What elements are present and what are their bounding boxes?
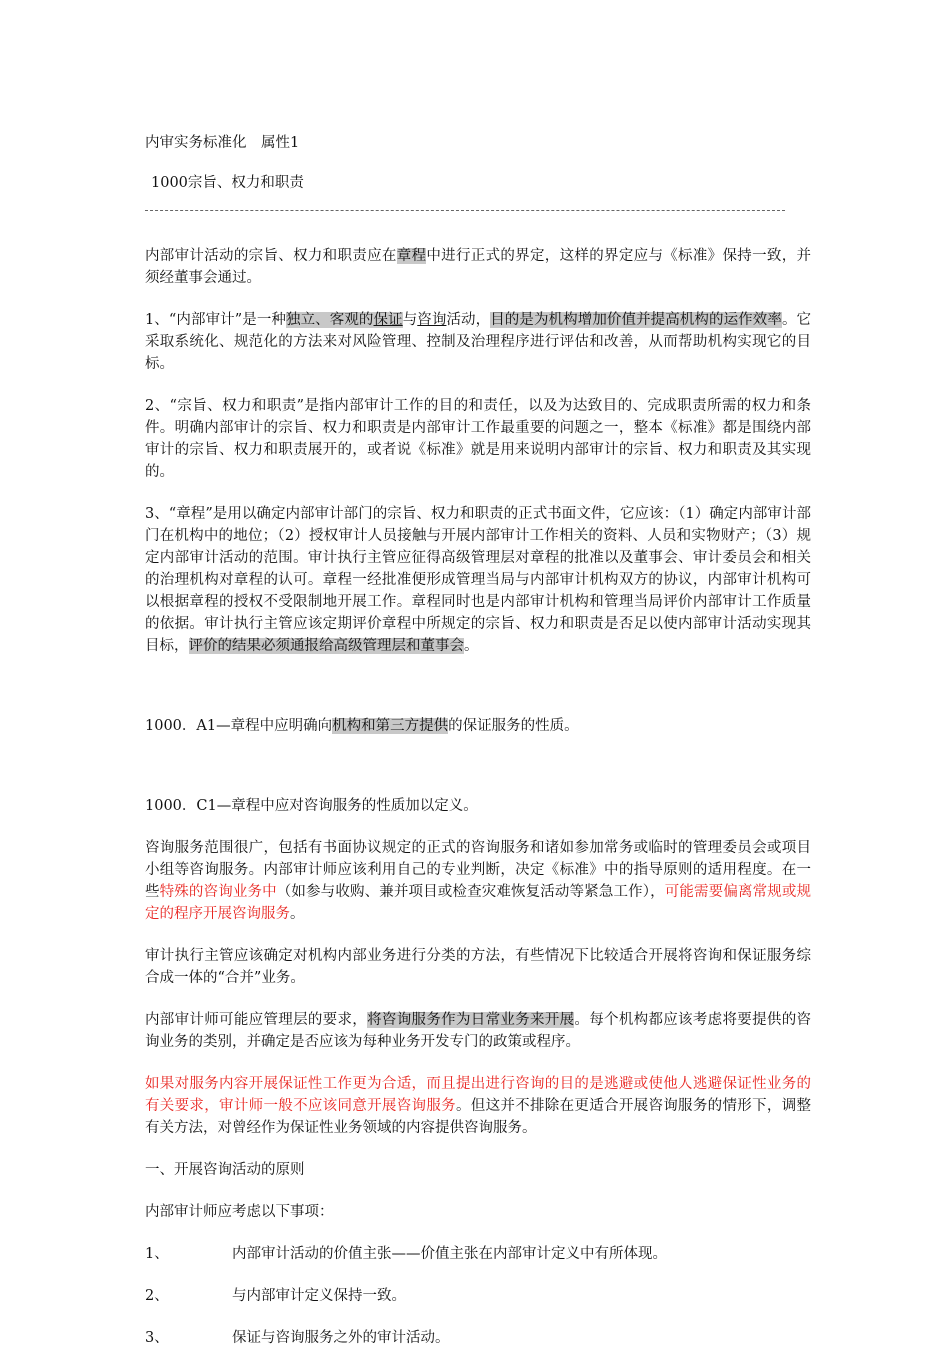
p4-text-c: 。 [290,906,305,922]
paragraph-4 [145,837,811,925]
standard-c1: 1000．C1—章程中应对咨询服务的性质加以定义。 [145,798,478,814]
p3-text: 3、“章程”是用以确定内部审计部门的宗旨、权力和职责的正式书面文件，它应该：（1）确定内部审计部门在机构中的地位；（2）授权审计人员接触与开展内部审计工作相关的资料、人员和实物财产；（3）规定内部审计活动的范围。审计执行主管应征得高级管理层对章程的批准以及董事会、审计委员会和相关的治理机构对章程的认可。章程一经批准便形成管理当局与内部审计机构双方的协议，内部审计机构可以根据章程的授权不受限制地开展工作。章程同时也是内部审计机构和管理当局评价内部审计工作质量的依据。审计执行主管应该定期评价章程中所规定的宗旨、权力和职责是否足以使内部审计活动实现其目标， [145,506,811,654]
intro-text-b: 中进行正式的界定，这样的界定应与《标准》保持一致，并须经董事会通过。 [145,248,812,286]
list-item-text: 保证与咨询服务之外的审计活动。 [232,1330,450,1346]
a1-text-a: 1000．A1—章程中应明确向 [145,718,333,734]
highlight-charter: 章程 [396,248,427,264]
list-item-number: 3、 [145,1330,169,1346]
p6-text-a: 内部审计师可能应管理层的要求， [145,1012,368,1028]
p7-red: 如果对服务内容开展保证性工作更为合适，而且提出进行咨询的目的是逃避或使他人逃避保证性业务的有关要求，审计师一般不应该同意开展咨询服务 [145,1076,811,1114]
p4-text-b: （如参与收购、兼并项目或检查灾难恢复活动等紧急工作）， [276,884,665,900]
paragraph-7 [145,1073,811,1139]
p3-highlight: 评价的结果必须通报给高级管理层和董事会 [188,638,464,654]
document-title: 内审实务标准化 属性1 [145,135,300,151]
p4-red-b: 可能需要偏离常规或规定的程序开展咨询服务 [145,884,812,922]
list-item-number: 1、 [145,1246,169,1262]
intro-text-a: 内部审计活动的宗旨、权力和职责应在 [145,248,397,264]
document-page [145,132,811,1369]
list-item [145,1285,811,1307]
standard-a1 [145,715,811,737]
p6-text-b: 。每个机构都应该考虑将要提供的咨询业务的类别，并确定是否应该为每种业务开发专门的政策或程序。 [145,1012,812,1050]
list-item [145,1243,811,1265]
paragraph-3 [145,503,811,657]
p1-highlight-b: 目的是为机构增加价值并提高机构的运作效率 [490,312,782,328]
section-heading: 一、开展咨询活动的原则 [145,1162,305,1178]
section-title: 1000宗旨、权力和职责 [151,175,304,191]
p7-text-b: 。但这并不排除在更适合开展咨询服务的情形下，调整有关方法，对曾经作为保证性业务领域的内容提供咨询服务。 [145,1098,812,1136]
p1-underline-consulting: 咨询 [417,312,447,328]
paragraph-6 [145,1009,811,1053]
section-lead: 内部审计师应考虑以下事项： [145,1204,334,1220]
list-item-number: 2、 [145,1288,169,1304]
dashed-divider [145,200,785,211]
paragraph-5: 审计执行主管应该确定对机构内部业务进行分类的方法，有些情况下比较适合开展将咨询和保证服务综合成一体的“合并”业务。 [145,948,811,986]
p1-highlight-a: 独立、客观的 [286,312,374,328]
list-item-text: 内部审计活动的价值主张——价值主张在内部审计定义中有所体现。 [232,1246,667,1262]
p1-text-b: 与 [402,312,418,328]
p4-text-a: 咨询服务范围很广，包括有书面协议规定的正式的咨询服务和诸如参加常务或临时的管理委员会或项目小组等咨询服务。内部审计师应该利用自己的专业判断，决定《标准》中的指导原则的适用程度。在一些 [145,840,811,900]
p1-underline-assurance: 保证 [373,312,403,328]
p4-red-a: 特殊的咨询业务中 [159,884,277,900]
p1-text-a: 1、“内部审计”是一种 [145,312,286,328]
a1-highlight: 机构和第三方提供 [332,718,449,734]
p3-end: 。 [464,638,479,654]
a1-text-b: 的保证服务的性质。 [448,718,579,734]
list-item [145,1327,811,1349]
p6-highlight: 将咨询服务作为日常业务来开展 [367,1012,575,1028]
paragraph-1 [145,309,811,375]
p1-text-d: 。它采取系统化、规范化的方法来对风险管理、控制及治理程序进行评估和改善，从而帮助机构实现它的目标。 [145,312,812,372]
intro-paragraph [145,245,811,289]
list-item-text: 与内部审计定义保持一致。 [232,1288,406,1304]
paragraph-2: 2、“宗旨、权力和职责”是指内部审计工作的目的和责任，以及为达致目的、完成职责所需的权力和条件。明确内部审计的宗旨、权力和职责是内部审计工作最重要的问题之一，整本《标准》都是围绕内部审计的宗旨、权力和职责展开的，或者说《标准》就是用来说明内部审计的宗旨、权力和职责及其实现的。 [145,398,811,480]
p1-text-c: 活动， [446,312,491,328]
